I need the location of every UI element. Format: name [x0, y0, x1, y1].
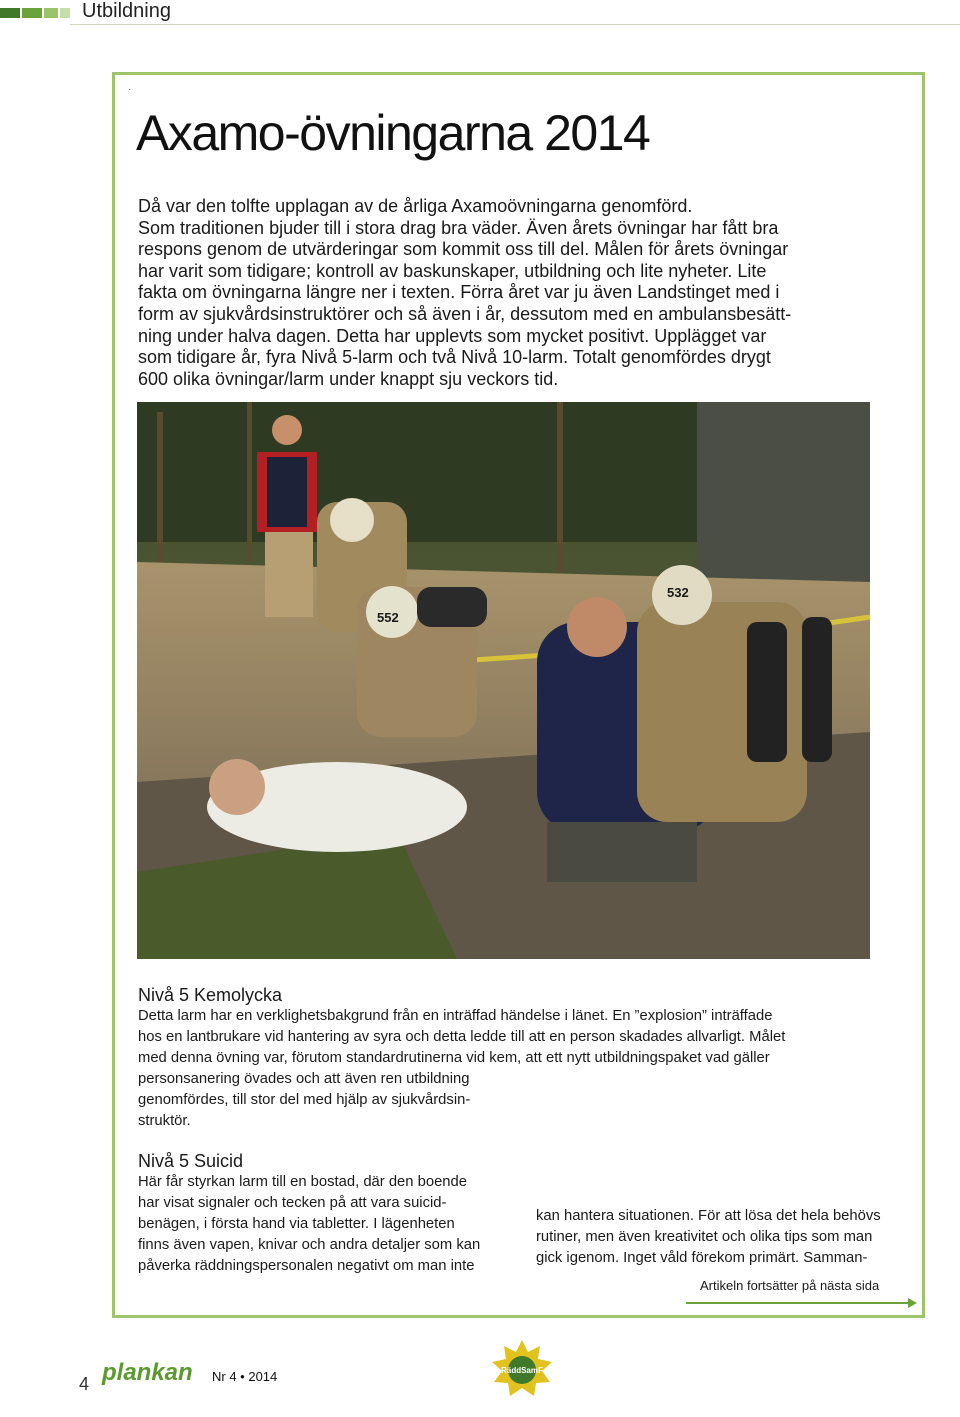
- continue-arrow-icon: [686, 1297, 918, 1309]
- article-intro: [138, 196, 890, 390]
- raddsamf-logo-text: RäddSamF: [501, 1366, 543, 1375]
- body-line: Här får styrkan larm till en bostad, där den boende: [138, 1174, 467, 1190]
- intro-line: fakta om övningarna längre ner i texten. Förra året var ju även Landstinget med i: [138, 282, 780, 303]
- body-line: rutiner, men även kreativitet och olika tips som man: [536, 1229, 873, 1245]
- header-bar: [44, 8, 58, 18]
- body-line: finns även vapen, knivar och andra detaljer som kan: [138, 1237, 481, 1253]
- section-body-kemolycka: [138, 1006, 898, 1132]
- intro-line: 600 olika övningar/larm under knappt sju veckors tid.: [138, 368, 559, 389]
- intro-line: ning under halva dagen. Detta har upplevts som mycket positivt. Upplägget var: [138, 325, 767, 346]
- issue-label: Nr 4 • 2014: [212, 1369, 278, 1384]
- body-line: personsanering övades och att även ren utbildning: [138, 1071, 470, 1087]
- section-heading-kemolycka: Nivå 5 Kemolycka: [138, 985, 283, 1005]
- header-bar: [60, 8, 70, 18]
- header-bar: [22, 8, 42, 18]
- intro-line: Som traditionen bjuder till i stora drag bra väder. Även årets övningar har fått bra: [138, 217, 779, 238]
- body-line: kan hantera situationen. För att lösa det hela behövs: [536, 1208, 881, 1224]
- section-body-suicid-right: [536, 1206, 916, 1269]
- photo-scene: [137, 402, 870, 959]
- plankan-logo-text: plankan: [102, 1359, 193, 1386]
- intro-line: respons genom de utvärderingar som kommit oss till del. Målen för årets övningar: [138, 239, 789, 260]
- article-photo: [137, 402, 870, 959]
- body-line: påverka räddningspersonalen negativt om man inte: [138, 1258, 475, 1274]
- body-line: gick igenom. Inget våld förekom primärt. Samman-: [536, 1250, 868, 1266]
- intro-line: Då var den tolfte upplagan av de årliga Axamoövningarna genomförd.: [138, 196, 693, 216]
- intro-line: som tidigare år, fyra Nivå 5-larm och två Nivå 10-larm. Totalt genomfördes drygt: [138, 347, 771, 368]
- helmet-number: 552: [377, 610, 399, 625]
- intro-line: har varit som tidigare; kontroll av baskunskaper, utbildning och lite nyheter. Lite: [138, 260, 767, 281]
- body-line: hos en lantbrukare vid hantering av syra och detta ledde till att en person skadades allvarligt. Målet: [138, 1029, 786, 1045]
- section-label: Utbildning: [82, 0, 171, 22]
- header-rule: [70, 24, 960, 25]
- body-line: har visat signaler och tecken på att vara suicid-: [138, 1195, 447, 1211]
- body-line: med denna övning var, förutom standardrutinerna vid kem, att ett nytt utbildningspaket vad gäller: [138, 1050, 770, 1066]
- plankan-logo: [100, 1354, 193, 1388]
- intro-line: form av sjukvårdsinstruktörer och så även i år, dessutom med en ambulansbesätt-: [138, 303, 792, 324]
- section-body-suicid: [138, 1172, 523, 1277]
- section-heading-suicid: Nivå 5 Suicid: [138, 1151, 244, 1171]
- continues-note: Artikeln fortsätter på nästa sida: [700, 1278, 880, 1293]
- article-title: Axamo-övningarna 2014: [136, 105, 650, 161]
- body-line: struktör.: [138, 1113, 191, 1129]
- body-line: Detta larm har en verklighetsbakgrund från en inträffad händelse i länet. En ”explosion” inträffade: [138, 1008, 773, 1024]
- body-line: benägen, i första hand via tabletter. I lägenheten: [138, 1216, 455, 1232]
- page-number: 4: [79, 1374, 90, 1394]
- header-bar: [0, 8, 20, 18]
- helmet-number: 532: [667, 585, 689, 600]
- frame-mark: ·: [128, 84, 132, 95]
- body-line: genomfördes, till stor del med hjälp av sjukvårdsin-: [138, 1092, 471, 1108]
- raddsamf-logo: [490, 1338, 554, 1402]
